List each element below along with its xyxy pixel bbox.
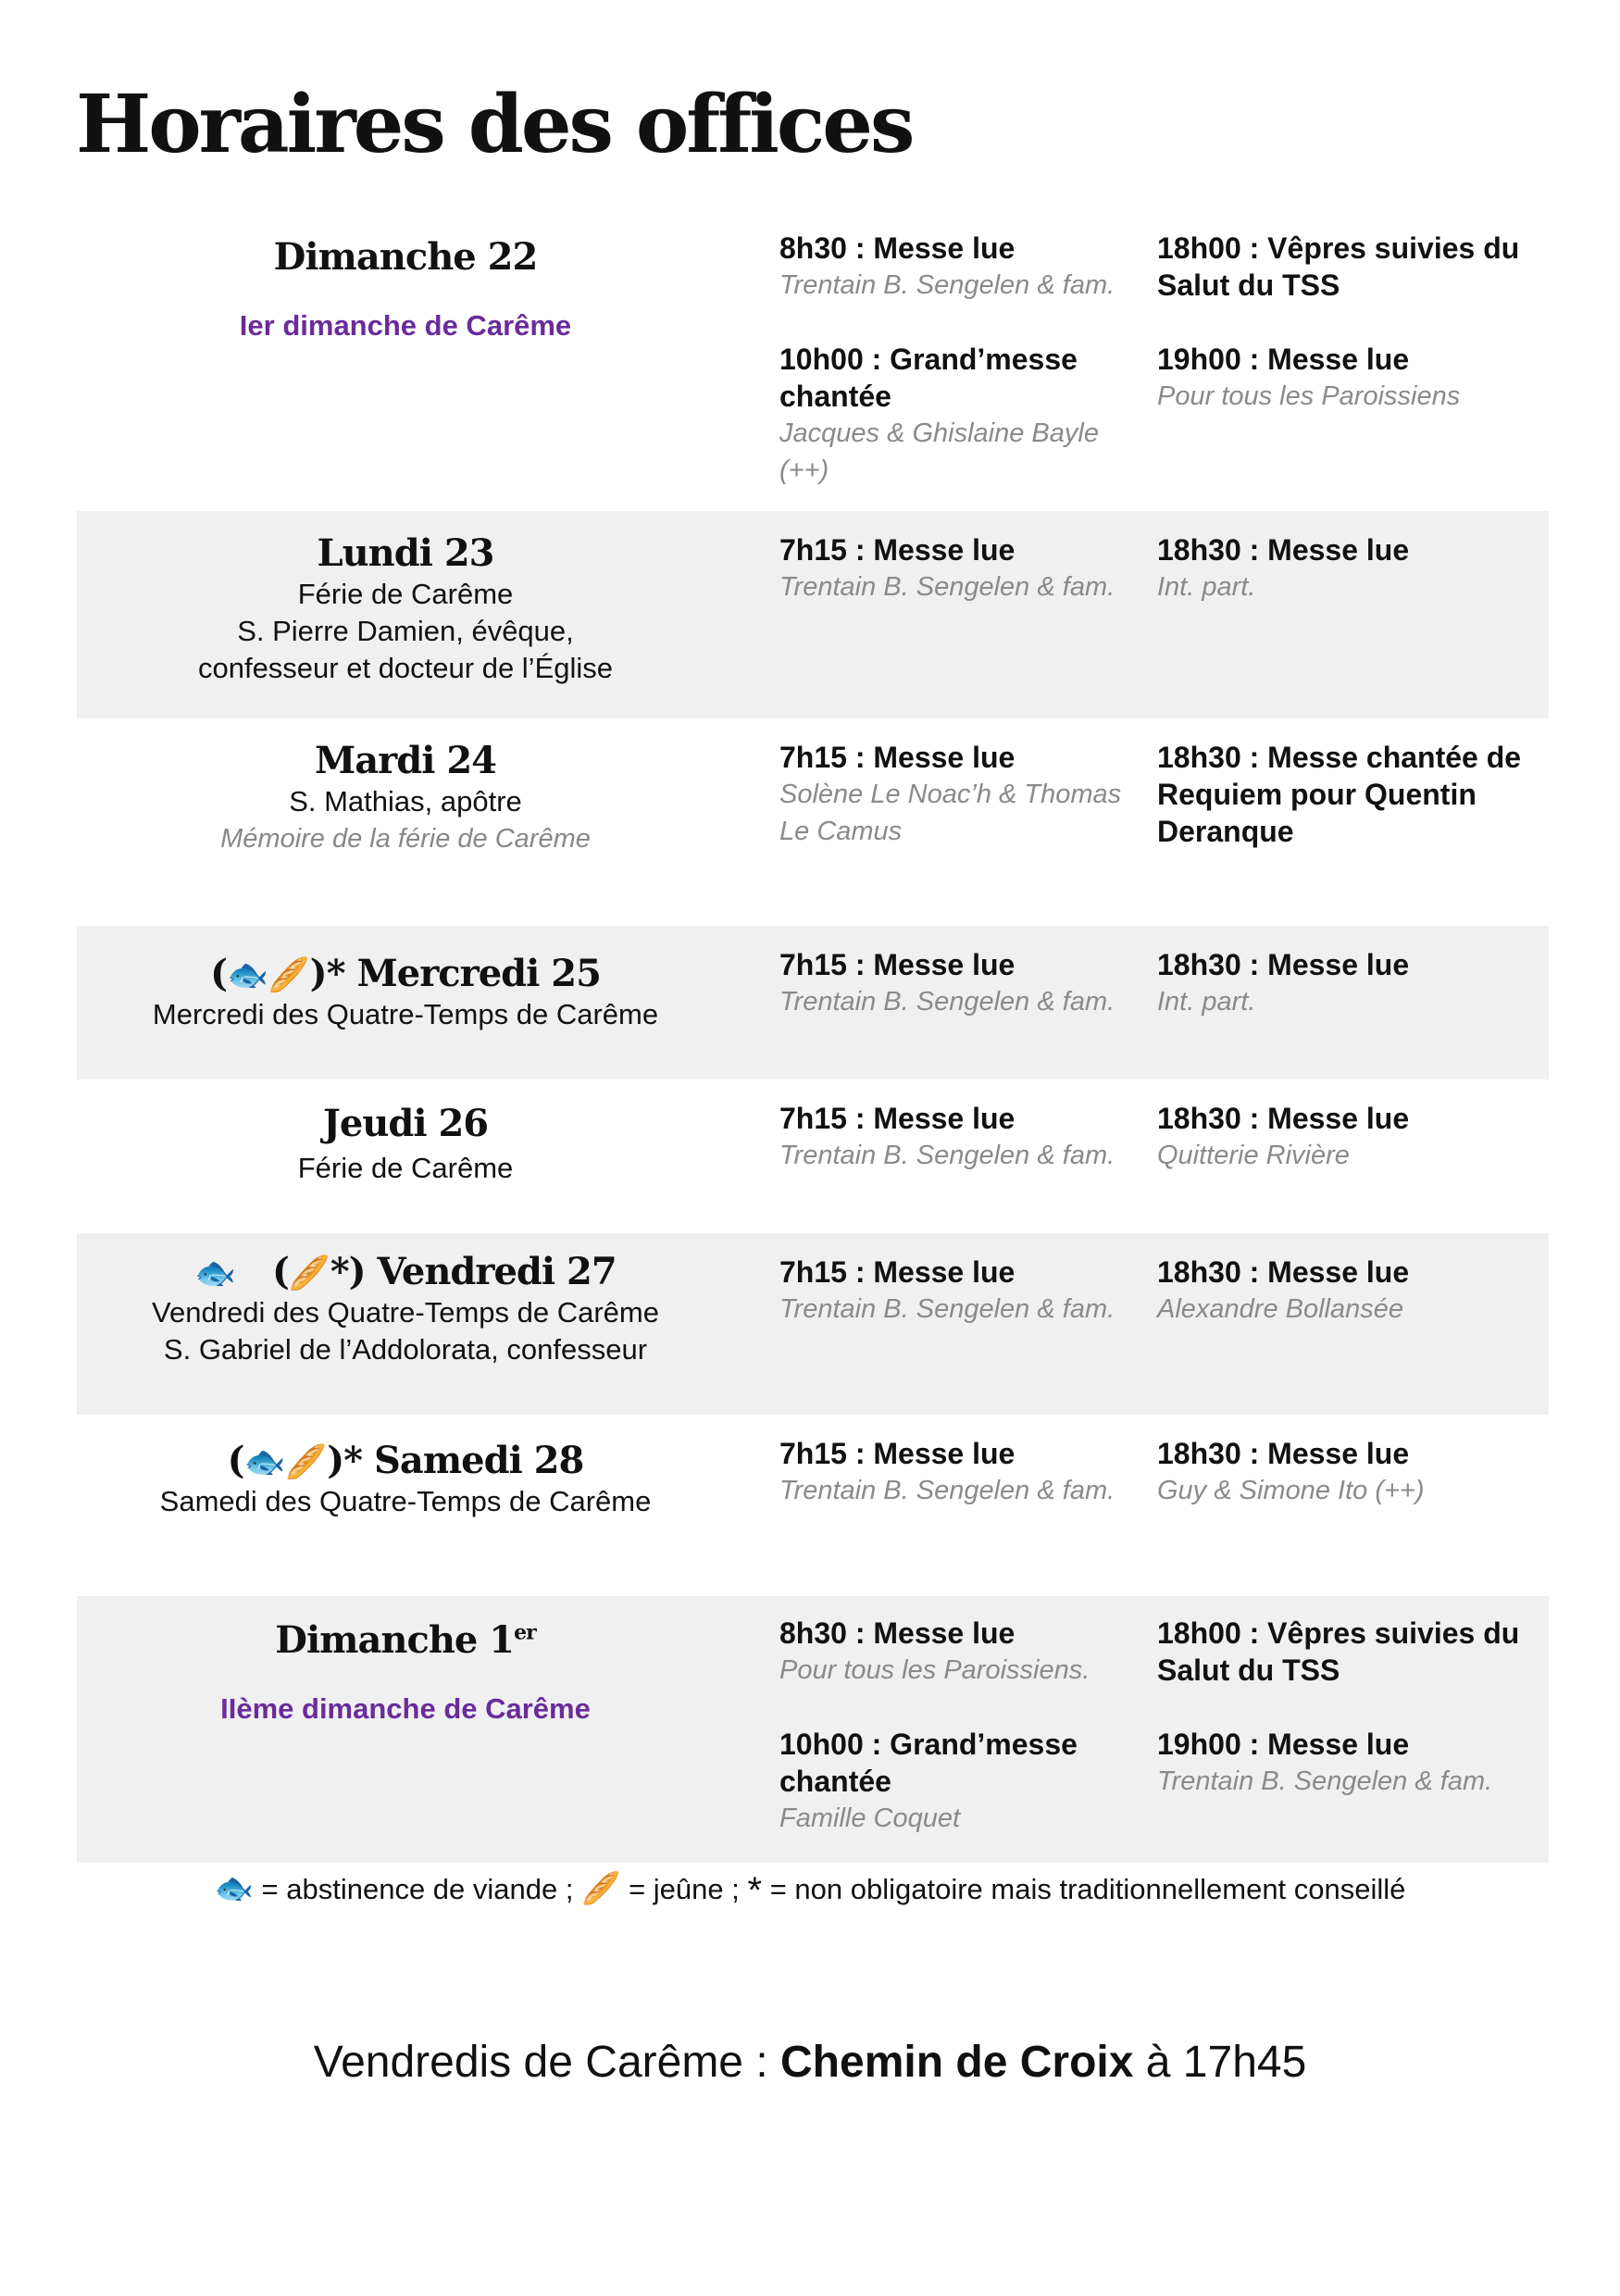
paren-open: ( <box>271 1250 289 1293</box>
liturgy-label: Ier dimanche de Carême <box>239 309 572 342</box>
day-name: Lundi 23 <box>317 531 494 575</box>
legend <box>0 1870 1620 1912</box>
star-icon: * <box>330 1250 349 1293</box>
legend-star-text: = non obligatoire mais traditionnellement conseillé <box>769 1873 1406 1905</box>
mass-entry <box>779 739 1150 850</box>
mass-time: 7h15 : Messe lue <box>779 741 1016 774</box>
day-name-superscript: er <box>514 1620 536 1645</box>
mass-intention: Trentain B. Sengelen & fam. <box>779 572 1115 602</box>
mass-time: 18h30 : Messe lue <box>1157 1255 1410 1289</box>
legend-fish-text: = abstinence de viande ; <box>261 1873 574 1905</box>
day-row-samedi-28 <box>77 1415 1549 1596</box>
star-icon: * <box>326 952 345 995</box>
liturgy-label: Mercredi des Quatre-Temps de Carême <box>152 998 659 1030</box>
mass-time: 7h15 : Messe lue <box>779 948 1016 981</box>
paren-close: ) <box>348 1250 366 1293</box>
mass-time: 18h30 : Messe lue <box>1157 533 1410 567</box>
mass-time: 18h00 : Vêpres suivies du Salut du TSS <box>1157 1616 1520 1687</box>
fish-icon: 🐟 <box>243 1443 286 1481</box>
mass-time: 8h30 : Messe lue <box>779 231 1016 265</box>
liturgy-label: Vendredi des Quatre-Temps de Carême <box>152 1296 659 1329</box>
day-name: Mardi 24 <box>314 739 497 782</box>
mass-entry <box>779 230 1150 304</box>
day-cell <box>77 1250 734 1368</box>
day-name-text: Mercredi 25 <box>356 952 601 995</box>
fish-icon: 🐟 <box>214 1871 254 1906</box>
mass-entry <box>779 1100 1150 1174</box>
mass-time: 18h00 : Vêpres suivies du Salut du TSS <box>1157 231 1520 302</box>
mass-intention: Alexandre Bollansée <box>1157 1294 1404 1324</box>
day-row-lundi-23 <box>77 511 1549 718</box>
day-name: Jeudi 26 <box>322 1102 489 1145</box>
footer-highlight: Chemin de Croix <box>780 2038 1134 2087</box>
mass-entry <box>779 531 1150 605</box>
mass-entry <box>1157 1726 1546 1800</box>
mass-time: 18h30 : Messe lue <box>1157 1437 1410 1470</box>
mass-time: 18h30 : Messe chantée de Requiem pour Quentin Deranque <box>1157 741 1522 848</box>
mass-time: 7h15 : Messe lue <box>779 533 1016 567</box>
mass-intention: Jacques & Ghislaine Bayle (++) <box>779 418 1099 485</box>
mass-intention: Famille Coquet <box>779 1803 961 1833</box>
mass-intention: Guy & Simone Ito (++) <box>1157 1476 1425 1505</box>
mass-time: 18h30 : Messe lue <box>1157 948 1410 981</box>
mass-entry <box>1157 341 1546 415</box>
mass-entry <box>779 1726 1150 1837</box>
mass-time: 8h30 : Messe lue <box>779 1616 1016 1650</box>
mass-time: 19h00 : Messe lue <box>1157 343 1410 376</box>
liturgy-label: Samedi des Quatre-Temps de Carême <box>159 1485 652 1517</box>
day-cell <box>77 952 734 1033</box>
footer-prefix: Vendredis de Carême : <box>313 2038 768 2087</box>
fish-icon: 🐟 <box>194 1254 237 1292</box>
mass-intention: Trentain B. Sengelen & fam. <box>779 270 1115 300</box>
day-row-jeudi-26 <box>77 1079 1549 1233</box>
mass-intention: Trentain B. Sengelen & fam. <box>779 1294 1115 1324</box>
mass-time: 7h15 : Messe lue <box>779 1102 1016 1135</box>
paren-open: ( <box>210 952 228 995</box>
day-cell <box>77 531 734 687</box>
mass-entry <box>1157 1615 1546 1689</box>
footer-suffix: à 17h45 <box>1145 2038 1307 2087</box>
liturgy-label: Férie de Carême <box>297 578 514 610</box>
mass-time: 10h00 : Grand’messe chantée <box>779 1728 1078 1798</box>
mass-time: 18h30 : Messe lue <box>1157 1102 1410 1135</box>
day-cell <box>77 1439 734 1520</box>
day-name-text: Dimanche 1 <box>275 1618 515 1662</box>
bread-icon: 🥖 <box>288 1254 330 1292</box>
mass-intention: Trentain B. Sengelen & fam. <box>779 987 1115 1017</box>
day-name <box>77 1439 734 1483</box>
mass-time: 19h00 : Messe lue <box>1157 1728 1410 1761</box>
mass-time: 7h15 : Messe lue <box>779 1437 1016 1470</box>
star-icon: * <box>343 1439 363 1482</box>
paren-close: ) <box>309 952 327 995</box>
mass-time: 7h15 : Messe lue <box>779 1255 1016 1289</box>
day-name: Dimanche 22 <box>273 235 538 279</box>
day-row-mardi-24 <box>77 718 1549 926</box>
mass-entry <box>1157 946 1546 1020</box>
page-title: Horaires des offices <box>76 78 913 171</box>
mass-intention: Int. part. <box>1157 572 1256 602</box>
schedule-table <box>77 217 1549 1863</box>
saint-label: S. Pierre Damien, évêque, confesseur et docteur de l’Église <box>197 615 614 684</box>
footer-announcement <box>0 2037 1620 2088</box>
legend-bread-text: = jeûne ; <box>629 1873 740 1905</box>
day-name <box>77 1618 734 1663</box>
day-cell <box>77 1102 734 1187</box>
day-cell <box>77 235 734 344</box>
day-cell <box>77 739 734 857</box>
mass-intention: Solène Le Noac’h & Thomas Le Camus <box>779 780 1122 846</box>
mass-entry <box>1157 230 1546 304</box>
liturgy-label: Férie de Carême <box>297 1152 514 1184</box>
paren-close: ) <box>327 1439 344 1482</box>
mass-entry <box>779 1254 1150 1328</box>
day-name <box>77 952 734 996</box>
day-row-mercredi-25 <box>77 926 1549 1079</box>
mass-entry <box>1157 1254 1546 1328</box>
mass-time: 10h00 : Grand’messe chantée <box>779 343 1078 413</box>
mass-entry <box>1157 1100 1546 1174</box>
mass-entry <box>779 341 1150 489</box>
bread-icon: 🥖 <box>581 1871 621 1906</box>
day-cell <box>77 1618 734 1728</box>
day-name <box>77 1250 734 1294</box>
mass-entry <box>1157 531 1546 605</box>
mass-intention: Int. part. <box>1157 987 1256 1017</box>
liturgy-label: IIème dimanche de Carême <box>220 1692 591 1725</box>
day-name-text: Samedi 28 <box>374 1439 584 1482</box>
mass-entry <box>1157 1435 1546 1509</box>
day-name-text: Vendredi 27 <box>377 1250 617 1293</box>
mass-intention: Trentain B. Sengelen & fam. <box>779 1141 1115 1170</box>
bread-icon: 🥖 <box>268 956 310 994</box>
day-row-dimanche-22 <box>77 217 1549 511</box>
paren-open: ( <box>227 1439 244 1482</box>
fish-icon: 🐟 <box>227 956 268 994</box>
memory-label: Mémoire de la férie de Carême <box>220 824 591 854</box>
mass-intention: Trentain B. Sengelen & fam. <box>1157 1766 1493 1796</box>
day-row-vendredi-27 <box>77 1233 1549 1415</box>
saint-label: S. Gabriel de l’Addolorata, confesseur <box>163 1333 648 1366</box>
mass-intention: Trentain B. Sengelen & fam. <box>779 1476 1115 1505</box>
mass-intention: Pour tous les Paroissiens <box>1157 381 1461 411</box>
star-icon: * <box>747 1870 763 1911</box>
mass-entry <box>779 1435 1150 1509</box>
mass-entry <box>779 1615 1150 1689</box>
bread-icon: 🥖 <box>285 1443 328 1481</box>
liturgy-label: S. Mathias, apôtre <box>289 785 522 817</box>
mass-intention: Quitterie Rivière <box>1157 1141 1350 1170</box>
day-row-dimanche-1er <box>77 1596 1549 1863</box>
mass-entry <box>1157 739 1546 850</box>
mass-entry <box>779 946 1150 1020</box>
mass-intention: Pour tous les Paroissiens. <box>779 1655 1090 1685</box>
